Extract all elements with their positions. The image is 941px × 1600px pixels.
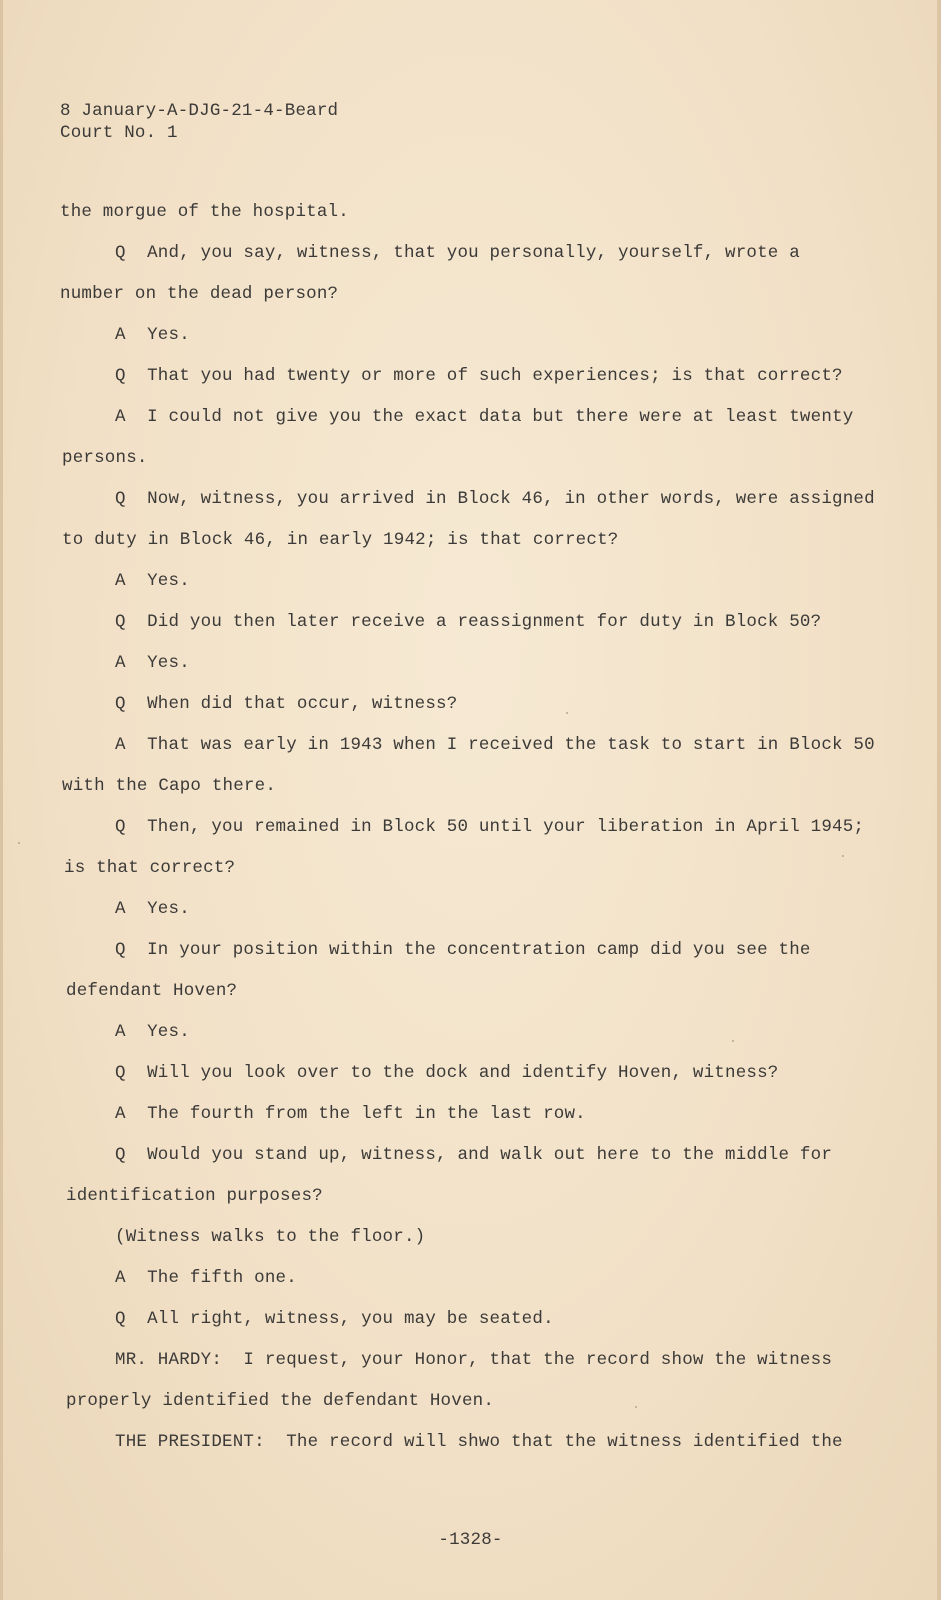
paper-speck	[18, 842, 20, 844]
transcript-line-11: Q Did you then later receive a reassignment for duty in Block 50?	[115, 612, 822, 632]
transcript-line-8: Q Now, witness, you arrived in Block 46, in other words, were assigned	[115, 489, 875, 509]
transcript-line-1: the morgue of the hospital.	[60, 202, 349, 222]
transcript-line-28: Q All right, witness, you may be seated.	[115, 1309, 554, 1329]
transcript-line-25: identification purposes?	[66, 1186, 323, 1206]
page-edge-left	[0, 0, 3, 1600]
transcript-line-5: Q That you had twenty or more of such experiences; is that correct?	[115, 366, 843, 386]
transcript-line-14: A That was early in 1943 when I received the task to start in Block 50	[115, 735, 875, 755]
header-line-court: Court No. 1	[60, 123, 178, 143]
document-header	[60, 100, 338, 144]
transcript-line-20: defendant Hoven?	[66, 981, 238, 1001]
transcript-line-6: A I could not give you the exact data but there were at least twenty	[115, 407, 854, 427]
transcript-line-16: Q Then, you remained in Block 50 until your liberation in April 1945;	[115, 817, 865, 837]
paper-speck	[635, 1406, 637, 1408]
transcript-line-29: MR. HARDY: I request, your Honor, that the record show the witness	[115, 1350, 833, 1370]
header-line-date-code: 8 January-A-DJG-21-4-Beard	[60, 101, 339, 121]
paper-speck	[842, 855, 844, 857]
transcript-line-30: properly identified the defendant Hoven.	[66, 1391, 495, 1411]
transcript-line-3: number on the dead person?	[60, 284, 339, 304]
transcript-line-19: Q In your position within the concentration camp did you see the	[115, 940, 811, 960]
transcript-line-12: A Yes.	[115, 653, 190, 673]
transcript-line-4: A Yes.	[115, 325, 190, 345]
paper-speck	[566, 712, 568, 714]
transcript-line-22: Q Will you look over to the dock and identify Hoven, witness?	[115, 1063, 779, 1083]
page-number: -1328-	[438, 1530, 503, 1550]
transcript-line-2: Q And, you say, witness, that you personally, yourself, wrote a	[115, 243, 800, 263]
transcript-line-26: (Witness walks to the floor.)	[115, 1227, 426, 1247]
transcript-line-23: A The fourth from the left in the last row.	[115, 1104, 586, 1124]
transcript-line-13: Q When did that occur, witness?	[115, 694, 458, 714]
transcript-line-17: is that correct?	[64, 858, 236, 878]
transcript-line-9: to duty in Block 46, in early 1942; is that correct?	[62, 530, 619, 550]
paper-speck	[732, 1040, 734, 1042]
transcript-line-21: A Yes.	[115, 1022, 190, 1042]
page-edge-right	[937, 0, 941, 1600]
transcript-line-10: A Yes.	[115, 571, 190, 591]
transcript-line-27: A The fifth one.	[115, 1268, 297, 1288]
transcript-line-7: persons.	[62, 448, 148, 468]
transcript-line-18: A Yes.	[115, 899, 190, 919]
transcript-line-24: Q Would you stand up, witness, and walk out here to the middle for	[115, 1145, 833, 1165]
transcript-line-31: THE PRESIDENT: The record will shwo that the witness identified the	[115, 1432, 843, 1452]
transcript-line-15: with the Capo there.	[62, 776, 277, 796]
